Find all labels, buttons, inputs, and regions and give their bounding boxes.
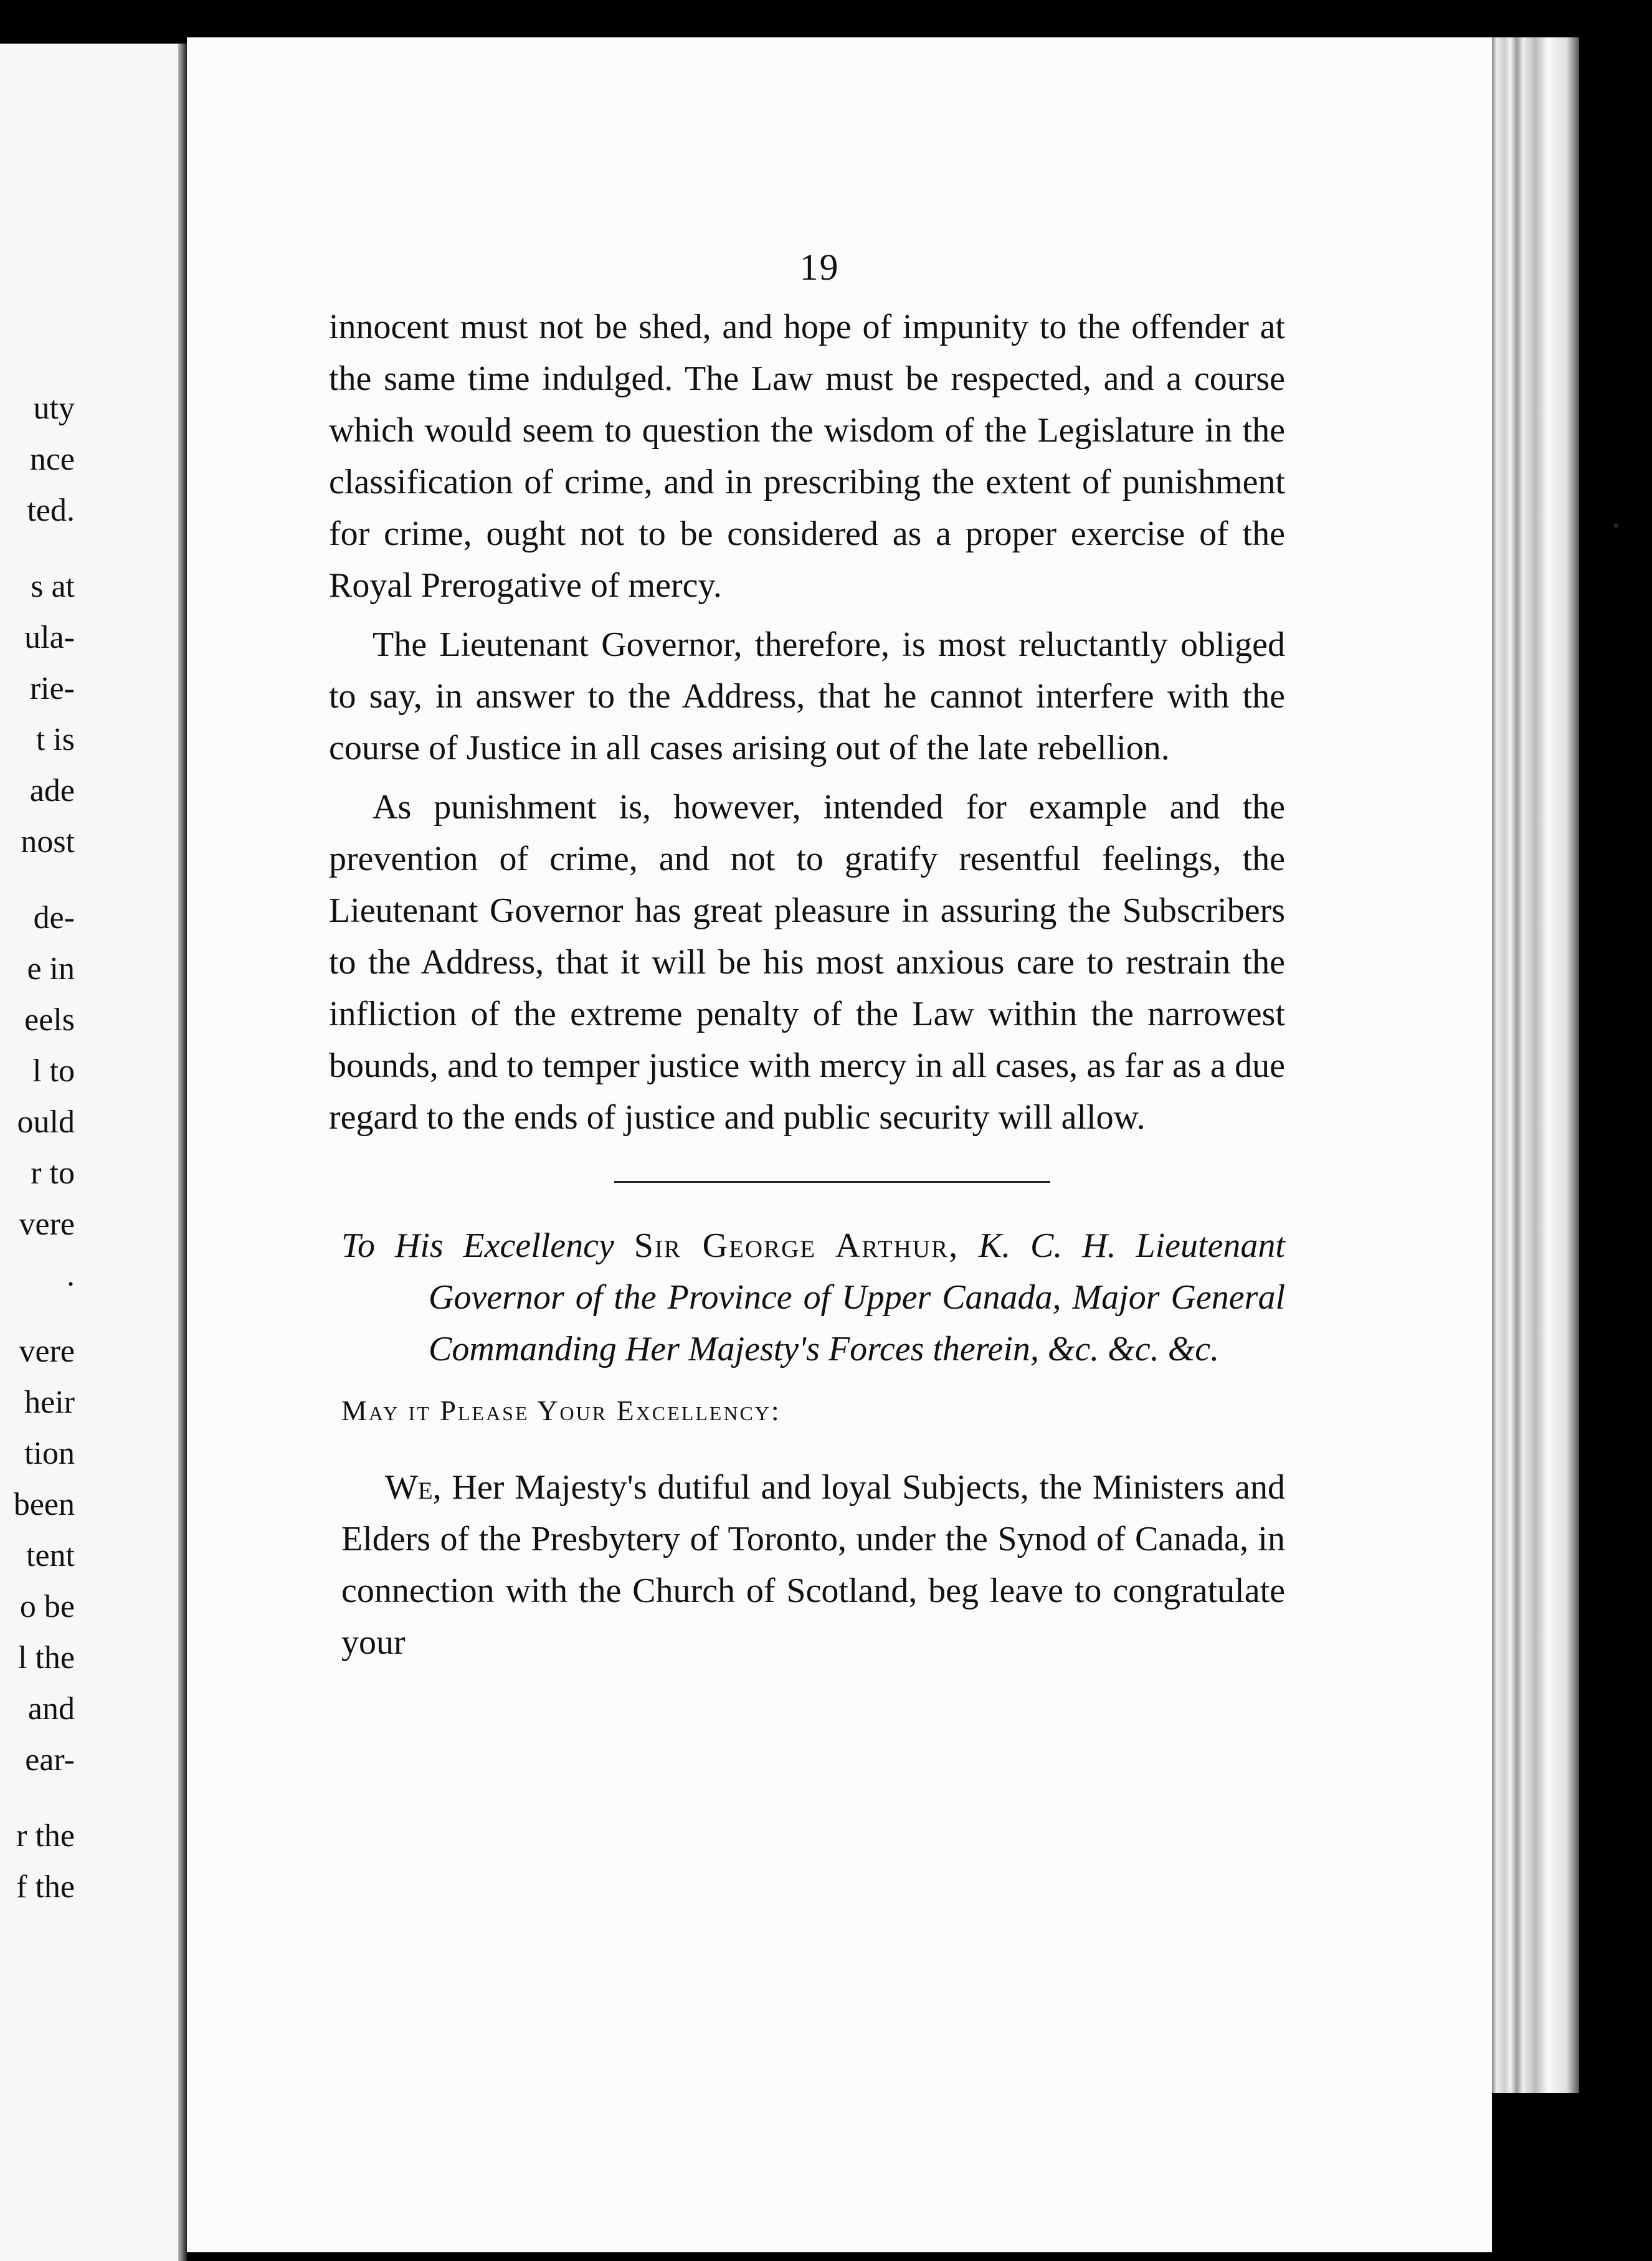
left-fragment: ula- xyxy=(24,620,75,655)
left-fragment: uty xyxy=(33,391,75,426)
left-fragment: e in xyxy=(27,951,75,987)
body-paragraph: The Lieutenant Governor, therefore, is most reluctantly obliged to say, in answer to the Address, that he cannot interfere with the course of Justice in all cases arising out of the late rebellion. xyxy=(329,625,1285,767)
address-paragraph xyxy=(341,1462,1285,1669)
left-fragment: nost xyxy=(21,824,75,860)
left-fragment: ould xyxy=(17,1104,75,1140)
left-fragment: eels xyxy=(24,1002,75,1038)
left-fragment: l the xyxy=(18,1640,75,1676)
left-fragment: o be xyxy=(19,1589,75,1624)
page-content xyxy=(329,246,1285,1704)
left-fragment: r to xyxy=(31,1155,75,1191)
left-fragment: tent xyxy=(26,1538,75,1573)
salutation-prefix: To His Excellency xyxy=(341,1226,614,1265)
left-fragment: rie- xyxy=(29,671,75,706)
left-page-text-fragments xyxy=(0,383,75,1913)
paper-speck xyxy=(1613,523,1618,528)
left-fragment: t is xyxy=(36,722,75,757)
left-fragment-gap xyxy=(0,536,75,561)
salutation-name: Sir George Arthur, xyxy=(634,1226,959,1265)
left-fragment: r the xyxy=(16,1818,75,1854)
left-fragment: nce xyxy=(29,442,75,477)
left-fragment: vere xyxy=(19,1334,75,1369)
left-fragment: ear- xyxy=(25,1742,75,1778)
page-number: 19 xyxy=(799,247,840,288)
left-fragment: tion xyxy=(24,1436,75,1471)
body-paragraph: innocent must not be shed, and hope of impunity to the offender at the same time indulged. The Law must be respected, and a course which would seem to question the wisdom of the Legislature in the classification of crime, and in prescribing the extent of punishment for crime, ought not to be considered as a proper exercise of the Royal Prerogative of mercy. xyxy=(329,308,1285,605)
body-paragraph: As punishment is, however, intended for example and the prevention of crime, and not to gratify resentful feelings, the Lieutenant Governor has great pleasure in assuring the Subscribers to the Address, that it will be his most anxious care to restrain the infliction of the extreme penalty of the Law within the narrowest bounds, and to temper justice with mercy in all cases, as far as a due regard to the ends of justice and public security will allow. xyxy=(329,788,1285,1137)
address-salutation xyxy=(341,1220,1285,1375)
left-fragment: ted. xyxy=(27,493,75,528)
left-fragment: heir xyxy=(24,1385,75,1420)
left-fragment-gap xyxy=(0,1301,75,1326)
left-fragment: vere xyxy=(19,1206,75,1242)
left-fragment: ade xyxy=(29,773,75,808)
left-fragment-gap xyxy=(0,1786,75,1811)
left-fragment: f the xyxy=(16,1869,75,1905)
left-fragment-gap xyxy=(0,868,75,893)
address-first-word: We, xyxy=(385,1468,442,1507)
salutation-titles: K. C. H. Lieutenant Governor of the Province of Upper Canada, Major General Commanding Her Majesty's Forces therein, &c. &c. &c. xyxy=(429,1226,1285,1368)
section-divider xyxy=(614,1181,1050,1183)
book-page xyxy=(187,37,1492,2252)
page-stack-edge xyxy=(1492,37,1579,2093)
left-fragment: s at xyxy=(31,569,75,604)
left-facing-page xyxy=(0,44,187,2261)
address-heading: May it Please Your Excellency: xyxy=(341,1395,781,1426)
left-fragment: and xyxy=(27,1691,75,1727)
left-fragment: l to xyxy=(32,1053,75,1089)
address-text: Her Majesty's dutiful and loyal Subjects, the Ministers and Elders of the Presbytery of Toronto, under the Synod of Canada, in connection with the Church of Scotland, beg leave to congratulate your xyxy=(341,1468,1285,1662)
left-fragment: de- xyxy=(33,900,75,936)
left-fragment: been xyxy=(13,1487,75,1522)
book-gutter xyxy=(178,44,187,2261)
left-fragment: . xyxy=(67,1258,75,1293)
